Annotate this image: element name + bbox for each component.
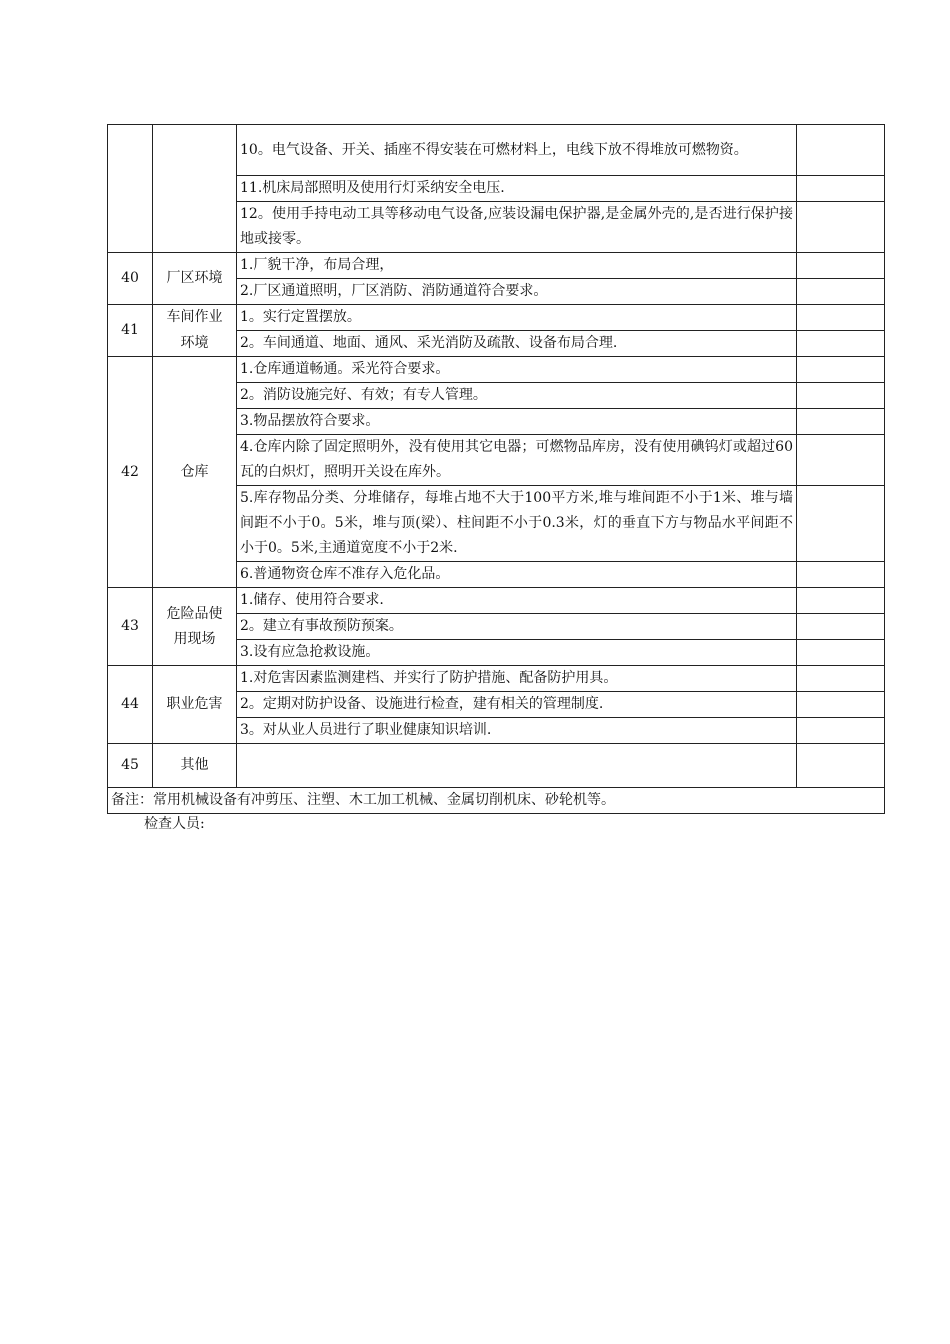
result-cell (797, 383, 885, 409)
result-cell (797, 486, 885, 562)
remark-row (108, 788, 885, 814)
result-cell (797, 718, 885, 744)
inspector-label: 检查人员: (144, 816, 205, 832)
result-cell (797, 253, 885, 279)
category-cell: 职业危害 (153, 666, 237, 744)
check-item: 1.仓库通道畅通。采光符合要求。 (237, 357, 797, 383)
result-cell (797, 305, 885, 331)
result-cell (797, 125, 885, 176)
row-number: 41 (108, 305, 153, 357)
check-item: 2。消防设施完好、有效；有专人管理。 (237, 383, 797, 409)
row-number: 42 (108, 357, 153, 588)
check-item: 1.储存、使用符合要求. (237, 588, 797, 614)
check-item: 1.厂貌干净，布局合理， (237, 253, 797, 279)
check-item: 6.普通物资仓库不准存入危化品。 (237, 562, 797, 588)
table-row (108, 331, 885, 357)
result-cell (797, 744, 885, 788)
check-item: 3.设有应急抢救设施。 (237, 640, 797, 666)
row-number: 43 (108, 588, 153, 666)
check-item: 2。定期对防护设备、设施进行检查，建有相关的管理制度. (237, 692, 797, 718)
check-item: 5.库存物品分类、分堆储存，每堆占地不大于100平方米,堆与堆间距不小于1米、堆与墙间距不小于0。5米，堆与顶(梁）、柱间距不小于0.3米，灯的垂直下方与物品水平间距不小于0。5米,主通道宽度不小于2米. (237, 486, 797, 562)
row-number: 44 (108, 666, 153, 744)
check-item: 1。实行定置摆放。 (237, 305, 797, 331)
row-number (108, 125, 153, 253)
row-number: 40 (108, 253, 153, 305)
table-row (108, 744, 885, 788)
check-item: 1.对危害因素监测建档、并实行了防护措施、配备防护用具。 (237, 666, 797, 692)
result-cell (797, 640, 885, 666)
category-cell: 仓库 (153, 357, 237, 588)
result-cell (797, 562, 885, 588)
category-line: 用现场 (173, 630, 216, 647)
category-cell: 其他 (153, 744, 237, 788)
table-row (108, 253, 885, 279)
check-item: 12。使用手持电动工具等移动电气设备,应装设漏电保护器,是金属外壳的,是否进行保护接地或接零。 (237, 202, 797, 253)
result-cell (797, 409, 885, 435)
table-row (108, 666, 885, 692)
check-item: 2。建立有事故预防预案。 (237, 614, 797, 640)
result-cell (797, 202, 885, 253)
result-cell (797, 435, 885, 486)
category-cell (153, 588, 237, 666)
result-cell (797, 331, 885, 357)
check-item: 4.仓库内除了固定照明外，没有使用其它电器；可燃物品库房，没有使用碘钨灯或超过60瓦的白炽灯，照明开关设在库外。 (237, 435, 797, 486)
result-cell (797, 588, 885, 614)
table-row (108, 305, 885, 331)
result-cell (797, 614, 885, 640)
category-cell-line-1: 车间作业 (153, 305, 237, 331)
result-cell (797, 357, 885, 383)
result-cell (797, 279, 885, 305)
check-item: 2.厂区通道照明，厂区消防、消防通道符合要求。 (237, 279, 797, 305)
check-item: 11.机床局部照明及使用行灯采纳安全电压. (237, 176, 797, 202)
table-row (108, 357, 885, 383)
check-item: 10。电气设备、开关、插座不得安装在可燃材料上，电线下放不得堆放可燃物资。 (237, 125, 797, 176)
category-cell (153, 125, 237, 253)
result-cell (797, 666, 885, 692)
row-number: 45 (108, 744, 153, 788)
check-item (237, 744, 797, 788)
category-cell: 厂区环境 (153, 253, 237, 305)
result-cell (797, 692, 885, 718)
inspection-table (107, 124, 885, 814)
check-item: 3。对从业人员进行了职业健康知识培训. (237, 718, 797, 744)
check-item: 3.物品摆放符合要求。 (237, 409, 797, 435)
check-item: 2。车间通道、地面、通风、采光消防及疏散、设备布局合理. (237, 331, 797, 357)
table-row (108, 125, 885, 176)
table-row (108, 588, 885, 614)
category-cell-line-2: 环境 (153, 331, 237, 357)
category-line: 危险品使 (166, 605, 223, 622)
remark-text: 备注：常用机械设备有冲剪压、注塑、木工加工机械、金属切削机床、砂轮机等。 (108, 788, 885, 814)
result-cell (797, 176, 885, 202)
